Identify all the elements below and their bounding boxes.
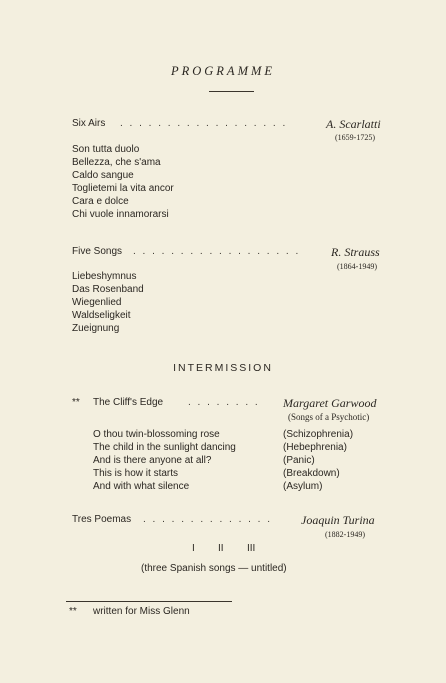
list-item-note: (Hebephrenia) — [283, 442, 347, 453]
list-item: Son tutta duolo — [72, 144, 140, 155]
list-item: Chi vuole innamorarsi — [72, 209, 169, 220]
list-item: Caldo sangue — [72, 170, 134, 181]
footnote-marker: ** — [72, 397, 80, 408]
composer-dates: (1882-1949) — [325, 530, 365, 539]
composer-name: Margaret Garwood — [283, 396, 377, 410]
footnote-rule — [66, 601, 232, 602]
composer-name: R. Strauss — [331, 245, 380, 259]
composer-dates: (1864-1949) — [337, 262, 377, 271]
song-list — [93, 428, 236, 493]
dot-leader: . . . . . . . . . . . . . . — [143, 514, 273, 525]
list-item: Waldseligkeit — [72, 310, 131, 321]
composer-name: Joaquin Turina — [301, 513, 375, 527]
list-item: Toglietemi la vita ancor — [72, 183, 174, 194]
song-list — [72, 143, 174, 221]
list-item: O thou twin-blossoming rose — [93, 429, 220, 440]
list-item: Das Rosenband — [72, 284, 144, 295]
movement-numeral: II — [218, 543, 224, 554]
list-item-note: (Schizophrenia) — [283, 429, 354, 440]
footnote-text: written for Miss Glenn — [93, 606, 190, 617]
list-item: Liebeshymnus — [72, 271, 137, 282]
page-title: PROGRAMME — [170, 64, 276, 78]
section-heading: The Cliff's Edge — [93, 397, 164, 408]
dot-leader: . . . . . . . . . . . . . . . . . . — [120, 118, 288, 129]
list-item: Bellezza, che s'ama — [72, 157, 161, 168]
composer-name: A. Scarlatti — [326, 117, 381, 131]
footnote-marker: ** — [69, 606, 77, 617]
intermission-heading: INTERMISSION — [173, 362, 273, 374]
list-item-note: (Asylum) — [283, 481, 323, 492]
dot-leader: . . . . . . . . . . . . . . . . . . — [133, 246, 301, 257]
movement-numeral: I — [192, 543, 195, 554]
list-item: And is there anyone at all? — [93, 455, 212, 466]
list-item: Cara e dolce — [72, 196, 129, 207]
section-heading: Six Airs — [72, 118, 106, 129]
set-note: (three Spanish songs — untitled) — [141, 563, 287, 574]
list-item: Wiegenlied — [72, 297, 122, 308]
movement-numeral: III — [247, 543, 256, 554]
section-heading: Tres Poemas — [72, 514, 132, 525]
song-list — [72, 270, 144, 335]
list-item: This is how it starts — [93, 468, 179, 479]
cycle-subtitle: (Songs of a Psychotic) — [288, 412, 370, 422]
section-heading: Five Songs — [72, 246, 123, 257]
composer-dates: (1659-1725) — [335, 133, 375, 142]
list-item: And with what silence — [93, 481, 190, 492]
diagnosis-list — [283, 428, 353, 493]
dot-leader: . . . . . . . . — [188, 397, 260, 408]
list-item: The child in the sunlight dancing — [93, 442, 236, 453]
list-item: Zueignung — [72, 323, 120, 334]
list-item-note: (Breakdown) — [283, 468, 340, 479]
title-underline — [209, 91, 254, 92]
list-item-note: (Panic) — [283, 455, 315, 466]
